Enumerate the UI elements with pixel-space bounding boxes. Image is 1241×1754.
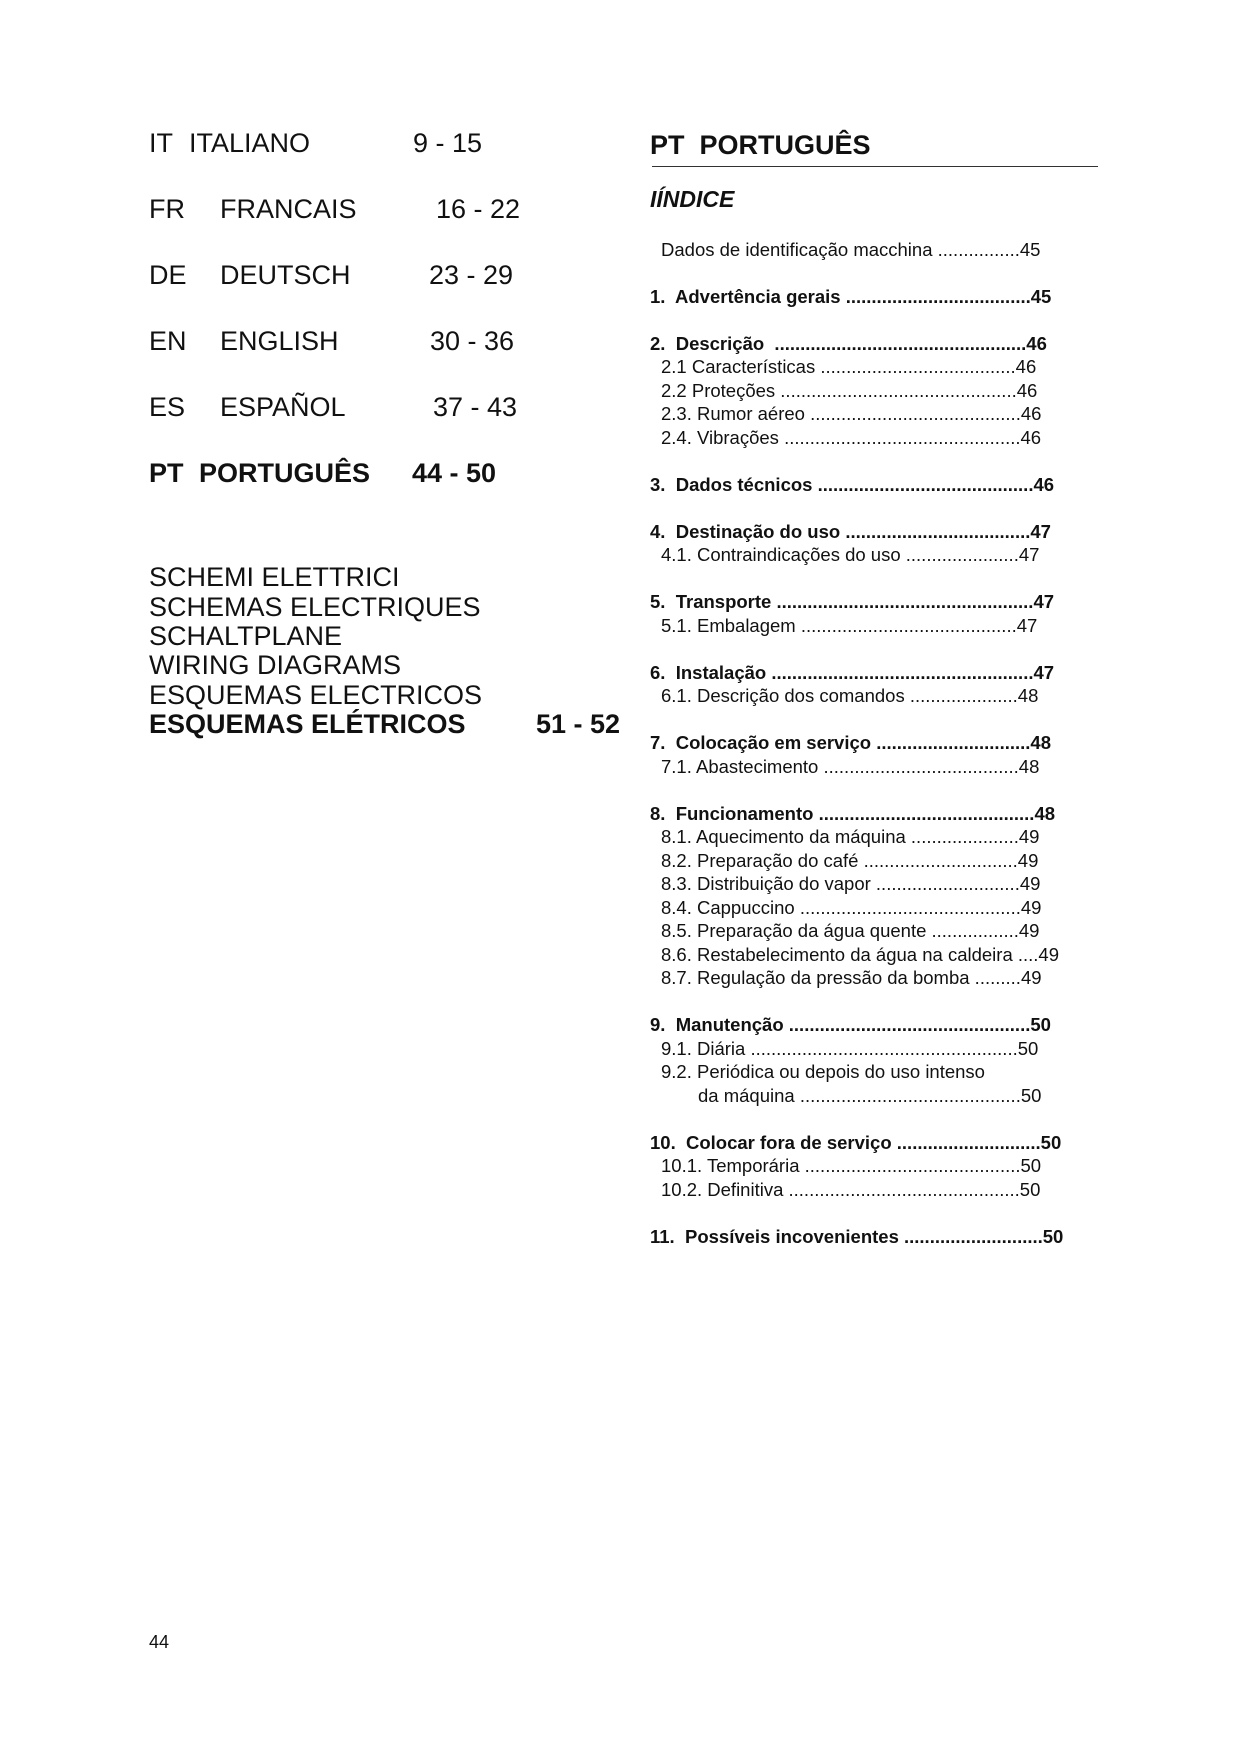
wiring-pages: 51 - 52 <box>536 709 621 739</box>
wiring-title-pt[interactable]: ESQUEMAS ELÉTRICOS <box>149 709 466 739</box>
toc-entry-8-6[interactable]: 8.6. Restabelecimento da água na caldeira ....49 <box>661 944 1060 965</box>
language-name: PORTUGUÊS <box>199 458 371 488</box>
toc-entry-9-2[interactable]: 9.2. Periódica ou depois do uso intenso <box>661 1061 985 1082</box>
toc-entry-10-2[interactable]: 10.2. Definitiva .............................................50 <box>661 1179 1041 1200</box>
wiring-title-de: SCHALTPLANE <box>149 621 343 651</box>
language-pages: 9 - 15 <box>413 128 483 158</box>
wiring-title-en: WIRING DIAGRAMS <box>149 650 402 680</box>
toc-entry-2-4[interactable]: 2.4. Vibrações ..............................................46 <box>661 427 1042 448</box>
toc-entry-6[interactable]: 6. Instalação ...................................................47 <box>650 662 1055 683</box>
toc-entry-6-1[interactable]: 6.1. Descrição dos comandos .....................48 <box>661 685 1039 706</box>
toc-entry-2[interactable]: 2. Descrição .................................................46 <box>650 333 1047 354</box>
language-pages: 37 - 43 <box>433 392 518 422</box>
toc-entry-7-1[interactable]: 7.1. Abastecimento ......................................48 <box>661 756 1040 777</box>
language-name: ESPAÑOL <box>220 392 346 422</box>
toc-entry-3[interactable]: 3. Dados técnicos ..........................................46 <box>650 474 1055 495</box>
toc-entry-5-1[interactable]: 5.1. Embalagem ..........................................47 <box>661 615 1038 636</box>
toc-entry-8[interactable]: 8. Funcionamento ..........................................48 <box>650 803 1056 824</box>
toc-entry-8-2[interactable]: 8.2. Preparação do café ..............................49 <box>661 850 1039 871</box>
toc-entry-8-7[interactable]: 8.7. Regulação da pressão da bomba .........49 <box>661 967 1042 988</box>
language-code: PT <box>149 458 184 488</box>
toc-entry-8-3[interactable]: 8.3. Distribuição do vapor ............................49 <box>661 873 1041 894</box>
toc-entry-8-5[interactable]: 8.5. Preparação da água quente .................49 <box>661 920 1040 941</box>
language-pages: 23 - 29 <box>429 260 514 290</box>
language-code: DE <box>149 260 187 290</box>
section-title: PT PORTUGUÊS <box>650 130 871 160</box>
toc-entry-7[interactable]: 7. Colocação em serviço ..............................48 <box>650 732 1051 753</box>
wiring-title-fr: SCHEMAS ELECTRIQUES <box>149 592 481 622</box>
toc-entry-4-1[interactable]: 4.1. Contraindicações do uso ......................47 <box>661 544 1040 565</box>
toc-entry-1[interactable]: 1. Advertência gerais ....................................45 <box>650 286 1052 307</box>
index-heading: IÍNDICE <box>650 186 735 212</box>
section-title-rule <box>652 166 1098 167</box>
toc-entry-9[interactable]: 9. Manutenção ...............................................50 <box>650 1014 1051 1035</box>
toc-entry-2-3[interactable]: 2.3. Rumor aéreo .........................................46 <box>661 403 1042 424</box>
toc-entry-8-4[interactable]: 8.4. Cappuccino ...........................................49 <box>661 897 1042 918</box>
language-name: DEUTSCH <box>220 260 351 290</box>
language-pages: 44 - 50 <box>412 458 497 488</box>
toc-entry-5[interactable]: 5. Transporte ..................................................47 <box>650 591 1055 612</box>
language-code: IT <box>149 128 173 158</box>
language-code: EN <box>149 326 187 356</box>
toc-entry-2-1[interactable]: 2.1 Características ......................................46 <box>661 356 1037 377</box>
language-name: FRANCAIS <box>220 194 357 224</box>
toc-entry-9-2-continued[interactable]: da máquina ...........................................50 <box>698 1085 1042 1106</box>
language-pages: 30 - 36 <box>430 326 515 356</box>
toc-entry-4[interactable]: 4. Destinação do uso ....................................47 <box>650 521 1051 542</box>
page-number: 44 <box>149 1632 170 1652</box>
language-pages: 16 - 22 <box>436 194 521 224</box>
language-code: FR <box>149 194 185 224</box>
wiring-title-es: ESQUEMAS ELECTRICOS <box>149 680 483 710</box>
toc-entry-9-1[interactable]: 9.1. Diária ....................................................50 <box>661 1038 1039 1059</box>
wiring-title-it: SCHEMI ELETTRICI <box>149 562 400 592</box>
toc-entry-2-2[interactable]: 2.2 Proteções ..............................................46 <box>661 380 1038 401</box>
toc-entry-8-1[interactable]: 8.1. Aquecimento da máquina .....................49 <box>661 826 1040 847</box>
toc-entry-11[interactable]: 11. Possíveis incovenientes ...........................50 <box>650 1226 1064 1247</box>
toc-entry-identification[interactable]: Dados de identificação macchina ................45 <box>661 239 1041 260</box>
toc-entry-10[interactable]: 10. Colocar fora de serviço ............................50 <box>650 1132 1062 1153</box>
language-code: ES <box>149 392 186 422</box>
toc-entry-10-1[interactable]: 10.1. Temporária ..........................................50 <box>661 1155 1042 1176</box>
language-name: ENGLISH <box>220 326 339 356</box>
language-name: ITALIANO <box>189 128 311 158</box>
